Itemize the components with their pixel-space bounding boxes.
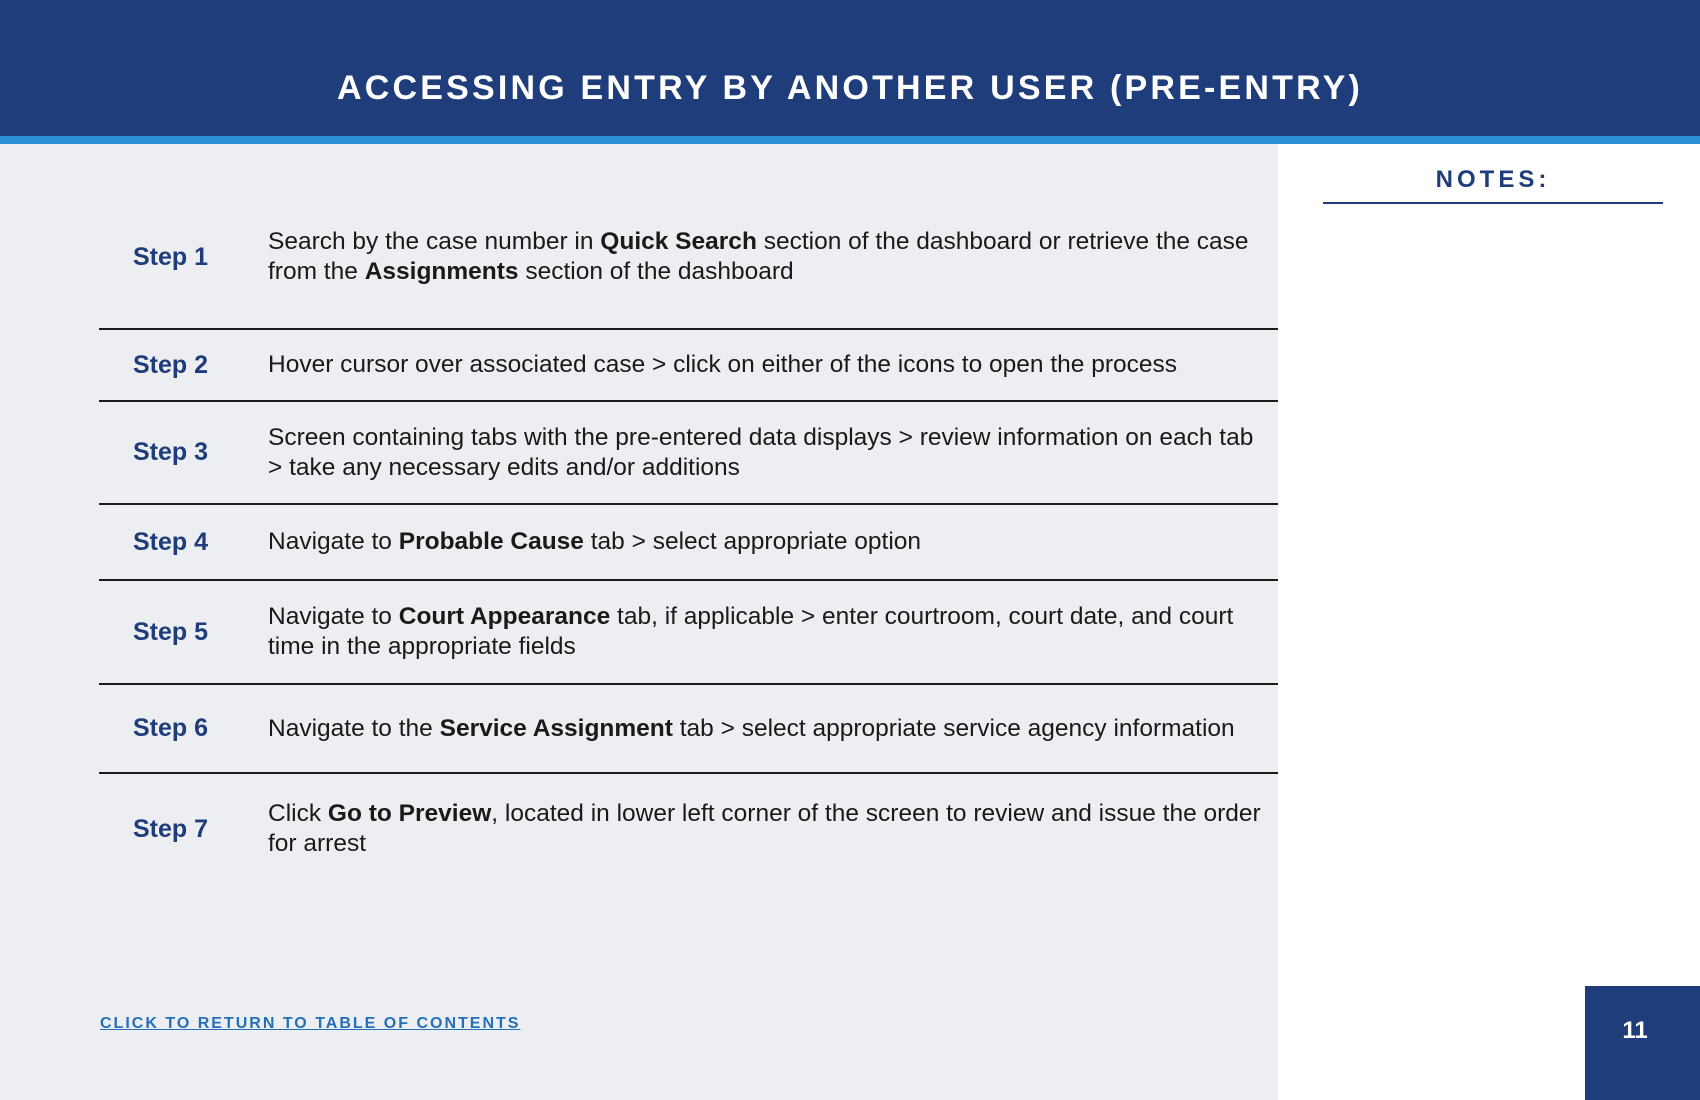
- notes-panel: [1278, 144, 1700, 1100]
- step-row: [99, 402, 1278, 505]
- step-description: Click Go to Preview, located in lower left corner of the screen to review and issue the order for arrest: [268, 800, 1261, 857]
- step-label: Step 4: [133, 527, 209, 556]
- bold-term: Quick Search: [600, 228, 757, 255]
- step-label: Step 7: [133, 814, 209, 843]
- step-label: Step 1: [133, 242, 209, 271]
- step-row: [99, 774, 1278, 884]
- page-number: 11: [1622, 1017, 1648, 1044]
- step-row: [99, 186, 1278, 330]
- step-label: Step 2: [133, 350, 209, 379]
- step-label: Step 3: [133, 438, 209, 466]
- step-row: [99, 581, 1278, 685]
- step-description: Hover cursor over associated case > click on either of the icons to open the process: [268, 351, 1178, 378]
- step-description: Search by the case number in Quick Search section of the dashboard or retrieve the case from the Assignments section of the dashboard: [268, 228, 1249, 285]
- bold-term: Go to Preview: [327, 800, 492, 827]
- bold-term: Assignments: [364, 258, 519, 285]
- notes-heading: NOTES:: [1435, 166, 1551, 193]
- notes-underline: [1323, 202, 1663, 204]
- step-description: Screen containing tabs with the pre-entered data displays > review information on each tab > take any necessary edits and/or additions: [268, 423, 1254, 481]
- step-description: Navigate to Court Appearance tab, if applicable > enter courtroom, court date, and court time in the appropriate fields: [268, 603, 1234, 660]
- step-row: [99, 685, 1278, 774]
- page-title: ACCESSING ENTRY BY ANOTHER USER (PRE-ENTRY): [336, 69, 1364, 107]
- step-row: [99, 330, 1278, 402]
- bold-term: Court Appearance: [398, 603, 611, 630]
- step-label: Step 5: [133, 617, 209, 646]
- step-description: Navigate to the Service Assignment tab > select appropriate service agency information: [268, 714, 1235, 742]
- step-description: Navigate to Probable Cause tab > select appropriate option: [268, 528, 922, 555]
- return-to-contents-link[interactable]: CLICK TO RETURN TO TABLE OF CONTENTS: [100, 1015, 521, 1032]
- bold-term: Probable Cause: [398, 528, 584, 555]
- step-label: Step 6: [133, 714, 209, 742]
- bold-term: Service Assignment: [439, 714, 673, 742]
- step-row: [99, 505, 1278, 581]
